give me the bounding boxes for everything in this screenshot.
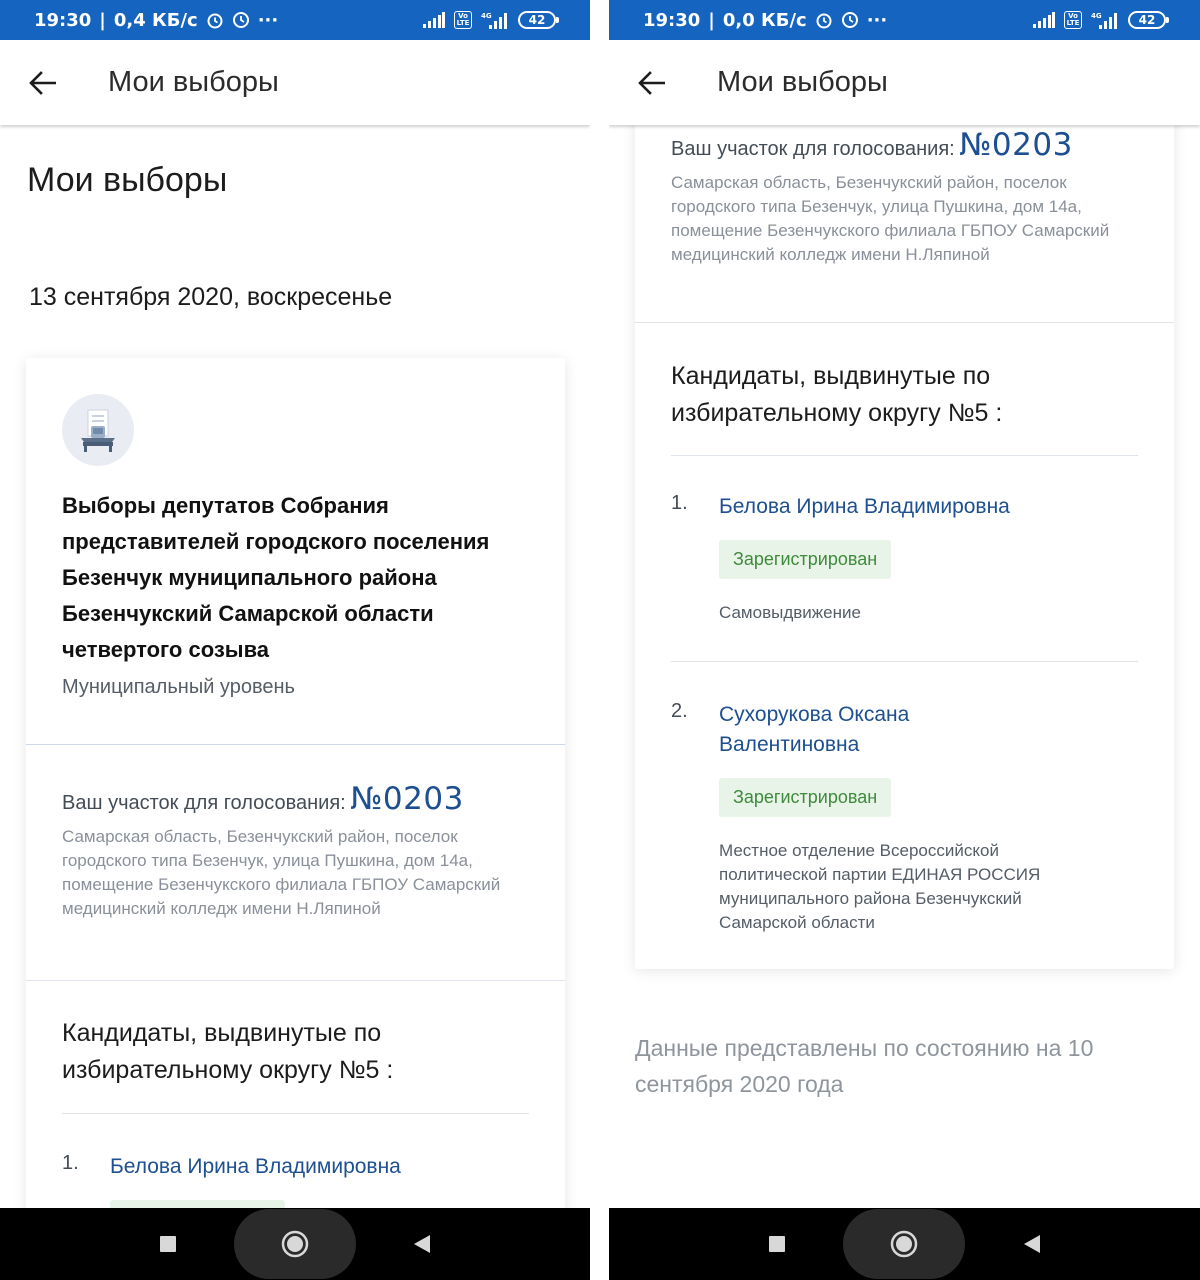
clock-icon	[841, 11, 859, 29]
app-bar	[609, 40, 1200, 125]
precinct-section	[635, 125, 1174, 322]
volte-icon: Vo LTE	[1064, 11, 1082, 29]
candidate-index: 1.	[671, 492, 688, 514]
status-time: 19:30	[643, 9, 701, 31]
circle-icon	[281, 1230, 309, 1258]
precinct-label: Ваш участок для голосования:	[62, 792, 346, 814]
status-badge	[110, 1200, 285, 1208]
signal-4g-icon	[481, 11, 509, 29]
election-level: Муниципальный уровень	[62, 676, 295, 698]
signal-icon	[1033, 12, 1055, 28]
svg-text:4G: 4G	[481, 12, 492, 20]
battery-icon: 42	[518, 11, 556, 29]
battery-icon: 42	[1128, 11, 1166, 29]
svg-text:4G: 4G	[1091, 12, 1102, 20]
clock-icon	[232, 11, 250, 29]
signal-4g-icon	[1091, 11, 1119, 29]
recent-apps-button[interactable]	[138, 1214, 198, 1274]
phone-screen-right	[609, 0, 1200, 1280]
back-nav-button[interactable]	[392, 1214, 452, 1274]
back-button[interactable]	[0, 40, 84, 125]
more-notifications-icon: ···	[257, 9, 279, 31]
back-nav-button[interactable]	[1002, 1214, 1062, 1274]
ballot-box-icon	[62, 394, 134, 466]
signal-icon	[423, 12, 445, 28]
candidate-item	[62, 1152, 529, 1208]
square-icon	[159, 1235, 177, 1253]
divider	[62, 1113, 529, 1114]
square-icon	[768, 1235, 786, 1253]
alarm-icon	[815, 11, 833, 29]
candidate-index: 1.	[62, 1152, 79, 1174]
candidate-nomination: Местное отделение Всероссийской политической партии ЕДИНАЯ РОССИЯ муниципального района Безенчукский Самарской области	[719, 841, 1041, 932]
precinct-label: Ваш участок для голосования:	[671, 138, 955, 160]
candidates-heading: Кандидаты, выдвинутые по избирательному округу №5 :	[62, 1019, 394, 1084]
candidate-item	[671, 700, 1138, 935]
back-button[interactable]	[609, 40, 693, 125]
circle-icon	[890, 1230, 918, 1258]
election-title: Выборы депутатов Собрания представителей городского поселения Безенчук муниципального района Безенчукский Самарской области четвертого созыва	[62, 493, 490, 662]
data-freshness-note: Данные представлены по состоянию на 10 сентября 2020 года	[635, 1035, 1094, 1097]
triangle-back-icon	[413, 1234, 431, 1254]
precinct-address: Самарская область, Безенчукский район, поселок городского типа Безенчук, улица Пушкина, дом 14а, помещение Безенчукского филиала ГБПОУ Самарский медицинский колледж имени Н.Ляпиной	[671, 173, 1110, 264]
status-speed: 0,0 КБ/с	[722, 9, 807, 31]
election-card	[635, 125, 1174, 969]
candidate-name[interactable]: Белова Ирина Владимировна	[110, 1155, 401, 1178]
status-time: 19:30	[34, 9, 92, 31]
precinct-section	[26, 745, 565, 980]
candidate-index: 2.	[671, 700, 688, 722]
navigation-bar	[609, 1208, 1200, 1280]
precinct-address: Самарская область, Безенчукский район, поселок городского типа Безенчук, улица Пушкина, дом 14а, помещение Безенчукского филиала ГБПОУ Самарский медицинский колледж имени Н.Ляпиной	[62, 827, 501, 918]
divider	[671, 455, 1138, 456]
divider	[671, 661, 1138, 662]
status-badge: Зарегистрирован	[719, 540, 891, 579]
phone-screen-left	[0, 0, 590, 1280]
election-card	[26, 358, 565, 1208]
home-button[interactable]	[843, 1209, 965, 1279]
page-title: Мои выборы	[27, 161, 228, 199]
candidates-section	[26, 981, 565, 1208]
candidates-section	[635, 323, 1174, 935]
status-bar: 19:30 | 0,0 КБ/с ··· Vo LTE 4G 42	[609, 0, 1200, 40]
triangle-back-icon	[1023, 1234, 1041, 1254]
status-bar: 19:30 | 0,4 КБ/с ··· Vo LTE 4G 42	[0, 0, 590, 40]
candidate-name[interactable]: Белова Ирина Владимировна	[719, 495, 1010, 518]
candidate-item	[671, 492, 1138, 625]
status-speed: 0,4 КБ/с	[113, 9, 198, 31]
more-notifications-icon: ···	[866, 9, 888, 31]
app-bar-title: Мои выборы	[108, 66, 279, 98]
arrow-back-icon	[28, 70, 56, 96]
scroll-content[interactable]	[0, 125, 590, 1208]
election-date: 13 сентября 2020, воскресенье	[29, 283, 393, 311]
navigation-bar	[0, 1208, 590, 1280]
home-button[interactable]	[234, 1209, 356, 1279]
app-bar	[0, 40, 590, 125]
app-bar-title: Мои выборы	[717, 66, 888, 98]
scroll-content[interactable]	[609, 125, 1200, 1208]
arrow-back-icon	[637, 70, 665, 96]
candidates-heading: Кандидаты, выдвинутые по избирательному округу №5 :	[671, 362, 1003, 427]
volte-icon: Vo LTE	[454, 11, 472, 29]
candidate-name[interactable]: Сухорукова Оксана Валентиновна	[719, 703, 910, 756]
candidate-nomination: Самовыдвижение	[719, 603, 861, 622]
status-badge: Зарегистрирован	[719, 778, 891, 817]
election-info-section	[26, 358, 565, 744]
recent-apps-button[interactable]	[747, 1214, 807, 1274]
precinct-number[interactable]: №0203	[350, 781, 464, 817]
alarm-icon	[206, 11, 224, 29]
precinct-number[interactable]: №0203	[959, 127, 1073, 163]
